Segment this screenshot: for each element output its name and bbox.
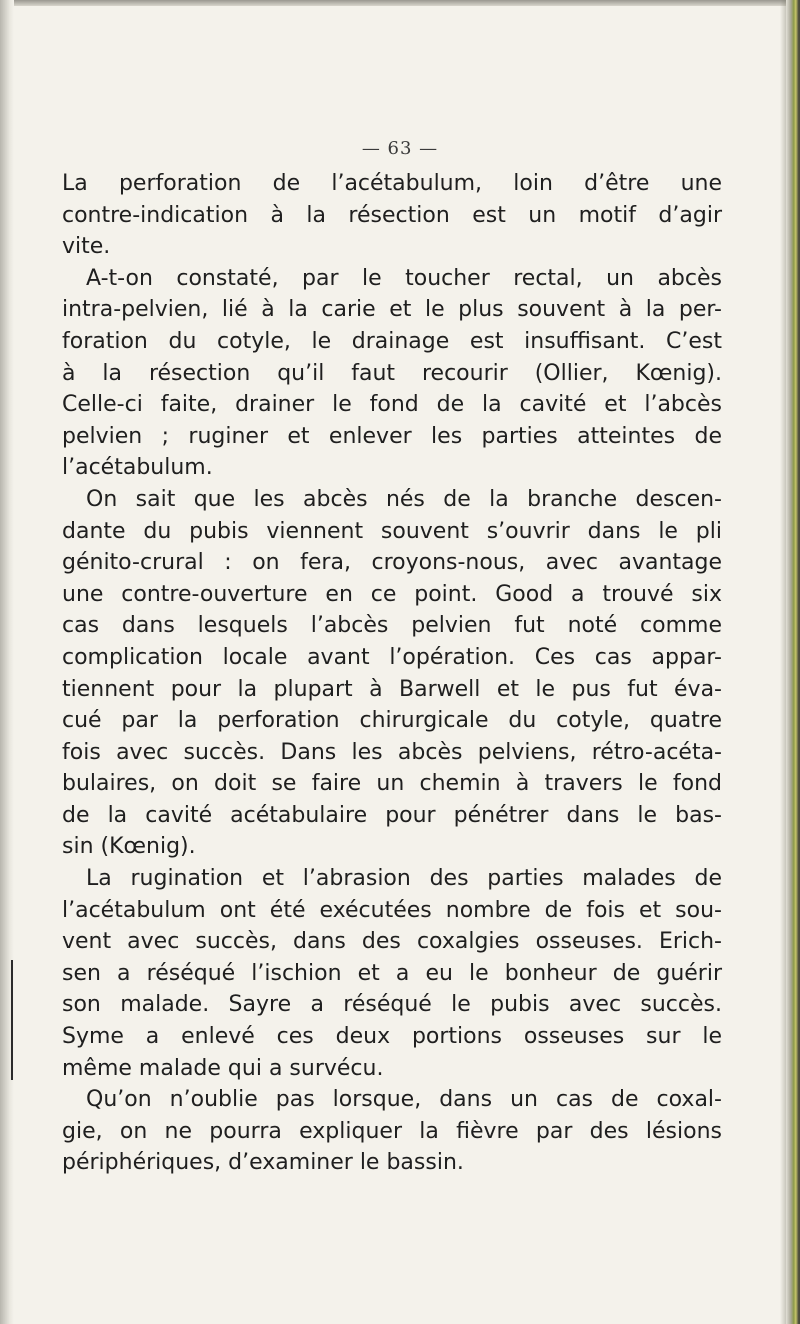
text-line: foration du cotyle, le drainage est insuffisant. C’est — [62, 328, 722, 354]
text-line: Syme a enlevé ces deux portions osseuses sur le — [62, 1024, 722, 1050]
text-line: cas dans lesquels l’abcès pelvien fut noté comme — [62, 613, 722, 639]
text-line: gie, on ne pourra expliquer la fièvre par des lésions — [62, 1118, 722, 1144]
text-line: sen a réséqué l’ischion et a eu le bonheur de guérir — [62, 960, 722, 986]
text-line: La perforation de l’acétabulum, loin d’être une — [62, 171, 722, 196]
text-line: pelvien ; ruginer et enlever les parties atteintes de — [62, 423, 722, 449]
text-line: bulaires, on doit se faire un chemin à travers le fond — [62, 771, 722, 797]
text-line: A-t-on constaté, par le toucher rectal, un abcès — [86, 265, 722, 291]
text-line: intra-pelvien, lié à la carie et le plus souvent à la per- — [62, 297, 722, 323]
body-text — [62, 168, 722, 1179]
text-line: tiennent pour la plupart à Barwell et le pus fut éva- — [62, 676, 722, 702]
text-line: vite. — [62, 234, 111, 260]
page-top-edge — [0, 0, 800, 6]
text-line: son malade. Sayre a réséqué le pubis avec succès. — [62, 992, 722, 1018]
text-line: Celle-ci faite, drainer le fond de la cavité et l’abcès — [62, 392, 722, 418]
page-right-edge — [786, 0, 800, 1324]
text-line: même malade qui a survécu. — [62, 1055, 384, 1081]
text-line: La rugination et l’abrasion des parties malades de — [86, 866, 722, 892]
text-line: cué par la perforation chirurgicale du cotyle, quatre — [62, 708, 722, 734]
text-line: à la résection qu’il faut recourir (Ollier, Kœnig). — [62, 360, 722, 386]
text-line: complication locale avant l’opération. Ces cas appar- — [62, 644, 722, 670]
text-line: sin (Kœnig). — [62, 834, 196, 860]
page-left-edge — [0, 0, 14, 1324]
text-line: contre-indication à la résection est un motif d’agir — [62, 202, 722, 228]
text-line: une contre-ouverture en ce point. Good a trouvé six — [62, 581, 722, 607]
text-line: Qu’on n’oublie pas lorsque, dans un cas de coxal- — [86, 1087, 722, 1113]
text-line: dante du pubis viennent souvent s’ouvrir dans le pli — [62, 518, 722, 544]
text-line: On sait que les abcès nés de la branche descen- — [86, 486, 722, 512]
text-line: périphériques, d’examiner le bassin. — [62, 1150, 464, 1176]
binding-mark — [11, 960, 13, 1080]
text-line: de la cavité acétabulaire pour pénétrer dans le bas- — [62, 802, 722, 828]
text-line: fois avec succès. Dans les abcès pelviens, rétro-acéta- — [62, 739, 722, 765]
text-line: génito-crural : on fera, croyons-nous, avec avantage — [62, 550, 722, 576]
page-number: — 63 — — [361, 138, 439, 159]
text-line: vent avec succès, dans des coxalgies osseuses. Erich- — [62, 929, 722, 955]
text-line: l’acétabulum ont été exécutées nombre de fois et sou- — [62, 897, 722, 923]
text-line: l’acétabulum. — [62, 455, 213, 481]
